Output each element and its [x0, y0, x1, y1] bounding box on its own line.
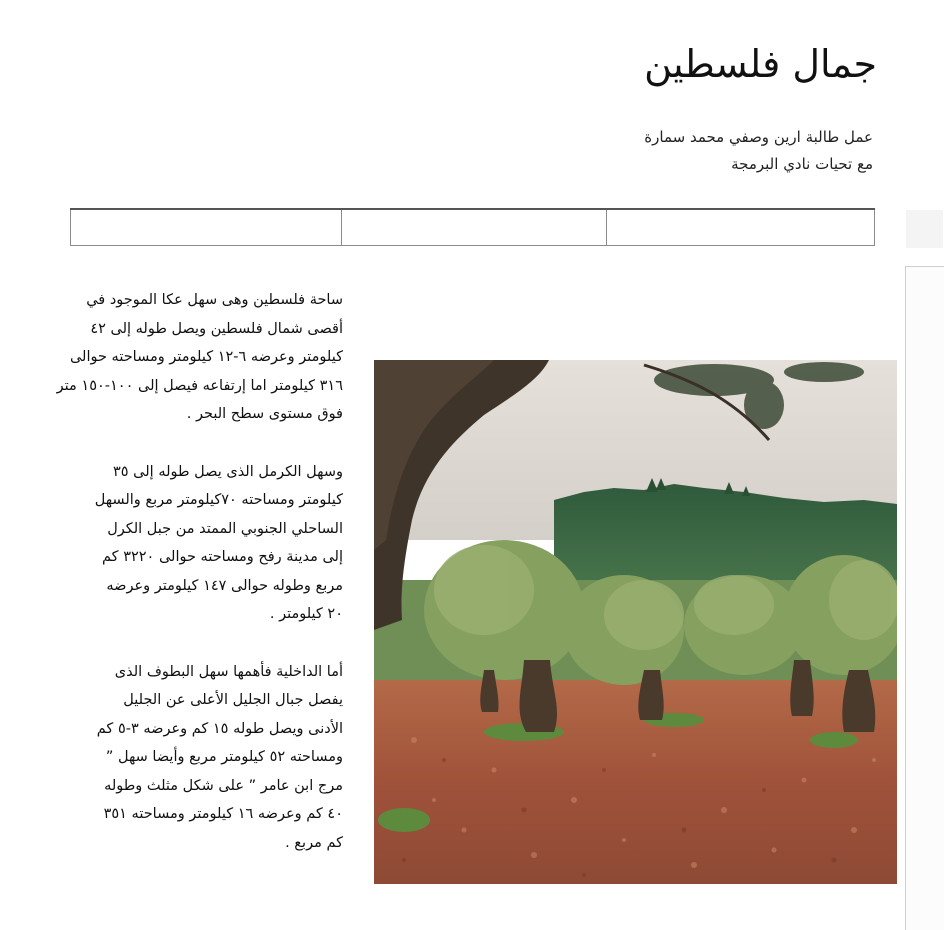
olive-grove-photo [374, 360, 897, 884]
table-cell[interactable] [71, 209, 342, 246]
sidebar-stub [906, 210, 943, 248]
table-cell[interactable] [341, 209, 607, 246]
table-cell[interactable] [607, 209, 875, 246]
credit-line-club: مع تحيات نادي البرمجة [731, 155, 873, 173]
credit-line-author: عمل طالبة ارين وصفي محمد سمارة [644, 128, 873, 146]
paragraph-carmel-plain: وسهل الكرمل الذى يصل طوله إلى ٣٥ كيلومتر ومساحته ٧٠كيلومتر مربع والسهل الساحلي الجنوبي الممتد من جبل الكرل إلى مدينة رفح ومساحته حوالى ٣٢٢٠ كم مربع وطوله حوالى ١٤٧ كيلومتر وعرضه ٢٠ كيلومتر . [94, 463, 343, 622]
article-text [55, 286, 343, 886]
page-title: جمال فلسطين [644, 42, 877, 86]
paragraph-akka-plain: ساحة فلسطين وهى سهل عكا الموجود في أقصى شمال فلسطين ويصل طوله إلى ٤٢ كيلومتر وعرضه ٦-١٢ كيلومتر ومساحته حوالى ٣١٦ كيلومتر اما إرتفاعه فيصل إلى ١٠٠-١٥٠ متر فوق مستوى سطح البحر . [56, 292, 343, 422]
empty-header-table [70, 208, 875, 246]
scrollbar-track[interactable] [905, 266, 944, 930]
paragraph-inland-plains: أما الداخلية فأهمها سهل البطوف الذى يفصل جبال الجليل الأعلى عن الجليل الأدنى ويصل طوله ١٥ كم وعرضه ٣-٥ كم ومساحته ٥٢ كيلومتر مربع وأيضا سهل ” مرج ابن عامر ” على شكل مثلث وطوله ٤٠ كم وعرضه ١٦ كيلومتر ومساحته ٣٥١ كم مربع . [96, 663, 343, 851]
author-credits [644, 124, 873, 178]
